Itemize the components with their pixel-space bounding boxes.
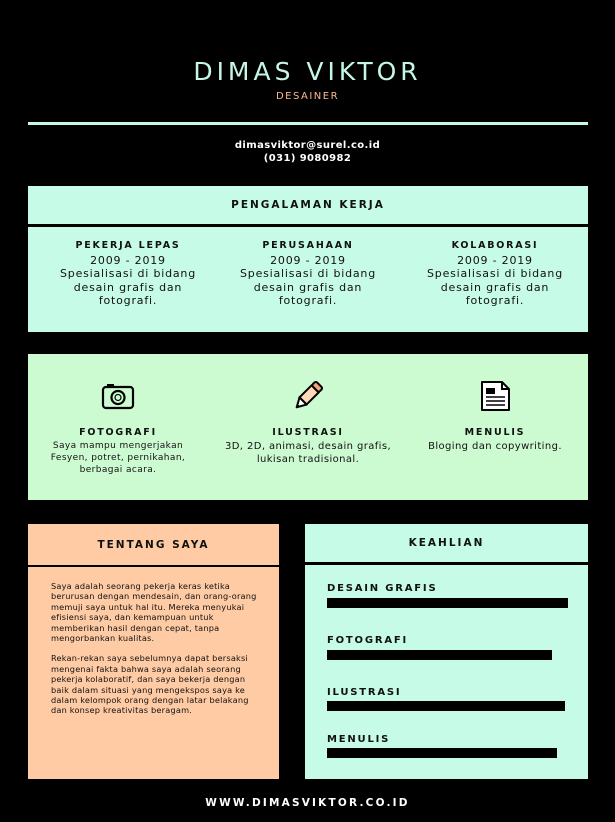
service-desc: Saya mampu mengerjakan Fesyen, potret, pernikahan, berbagai acara. bbox=[50, 441, 186, 475]
service-title: FOTOGRAFI bbox=[79, 427, 157, 438]
about-paragraph: Rekan-rekan saya sebelumnya dapat bersaksi mengenai fakta bahwa saya adalah seorang pekerja kolaboratif, dan saya bekerja dengan baik dalam situasi yang mengekspos saya ke dalam kelompok orang dengan latar belakang dan konsep kreativitas beragam. bbox=[51, 653, 249, 716]
pencil-icon bbox=[290, 378, 326, 414]
service-desc: 3D, 2D, animasi, desain grafis, lukisan tradisional. bbox=[224, 441, 392, 465]
camera-icon bbox=[100, 378, 136, 414]
experience-item-collaboration bbox=[420, 239, 570, 308]
skill-bar bbox=[327, 598, 568, 608]
skill-label: MENULIS bbox=[327, 734, 391, 745]
experience-heading: PENGALAMAN KERJA bbox=[28, 186, 588, 226]
experience-item-freelance bbox=[53, 239, 203, 308]
experience-years: 2009 - 2019 bbox=[90, 253, 166, 267]
skill-bar bbox=[327, 701, 565, 711]
services-section bbox=[28, 354, 588, 500]
skill-label: DESAIN GRAFIS bbox=[327, 583, 438, 594]
about-text bbox=[51, 581, 261, 726]
experience-desc: Spesialisasi di bidang desain grafis dan fotografi. bbox=[240, 267, 376, 307]
skill-label: FOTOGRAFI bbox=[327, 635, 409, 646]
about-paragraph: Saya adalah seorang pekerja keras ketika berurusan dengan mendesain, dan orang-orang memuji saya untuk hal itu. Mereka menyukai efisiensi saya, dan kemampuan untuk memberikan hasil dengan cepat, tanpa mengorbankan kualitas. bbox=[51, 581, 257, 644]
experience-title: PEKERJA LEPAS bbox=[75, 240, 181, 251]
document-icon bbox=[478, 378, 514, 414]
skill-bar bbox=[327, 748, 557, 758]
phone-number: (031) 9080982 bbox=[263, 153, 352, 164]
experience-section bbox=[28, 227, 588, 332]
website-link[interactable]: WWW.DIMASVIKTOR.CO.ID bbox=[205, 797, 410, 809]
service-desc: Bloging dan copywriting. bbox=[428, 441, 562, 452]
skill-label: ILUSTRASI bbox=[327, 687, 402, 698]
experience-item-company bbox=[233, 239, 383, 308]
skills-heading: KEAHLIAN bbox=[305, 524, 588, 564]
experience-title: PERUSAHAAN bbox=[262, 240, 354, 251]
experience-years: 2009 - 2019 bbox=[270, 253, 346, 267]
about-section bbox=[28, 567, 279, 779]
experience-desc: Spesialisasi di bidang desain grafis dan fotografi. bbox=[60, 267, 196, 307]
service-title: ILUSTRASI bbox=[272, 427, 344, 438]
experience-title: KOLABORASI bbox=[451, 240, 539, 251]
resume-role: DESAINER bbox=[275, 91, 340, 102]
resume-name: DIMAS VIKTOR bbox=[193, 57, 422, 86]
skills-section bbox=[305, 565, 588, 779]
skill-bar bbox=[327, 650, 552, 660]
about-heading: TENTANG SAYA bbox=[28, 524, 279, 567]
service-title: MENULIS bbox=[464, 427, 526, 438]
experience-years: 2009 - 2019 bbox=[457, 253, 533, 267]
header-divider bbox=[28, 122, 588, 125]
email-address: dimasviktor@surel.co.id bbox=[234, 140, 381, 151]
experience-desc: Spesialisasi di bidang desain grafis dan fotografi. bbox=[427, 267, 563, 307]
